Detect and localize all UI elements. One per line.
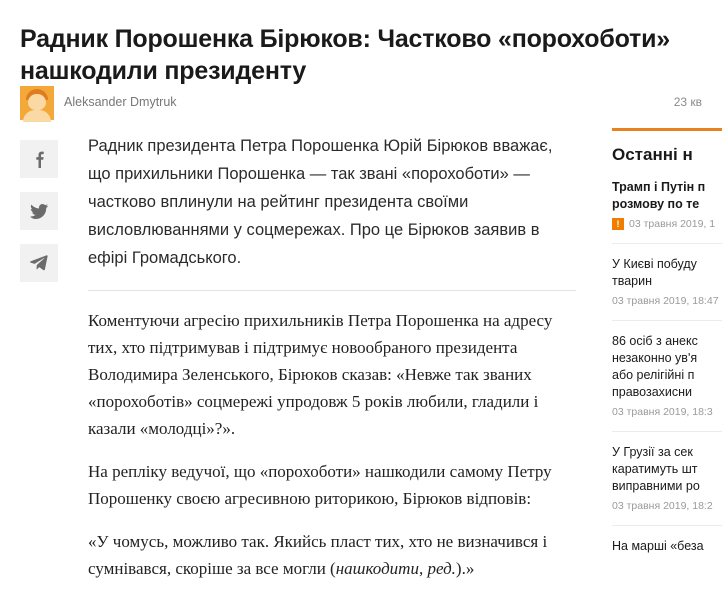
news-date: 03 травня 2019, 18:2	[612, 500, 713, 512]
sidebar-separator	[612, 525, 722, 526]
news-date: 03 травня 2019, 1	[629, 218, 716, 230]
news-title-line: виправними ро	[612, 479, 700, 493]
avatar-body	[23, 110, 51, 122]
sidebar-separator	[612, 431, 722, 432]
list-item[interactable]	[612, 538, 722, 555]
avatar	[20, 86, 54, 120]
news-title-line: незаконно ув'я	[612, 351, 698, 365]
alert-badge-icon: !	[612, 218, 624, 230]
article-paragraph-1: Коментуючи агресію прихильників Петра Порошенка на адресу тих, хто підтримував і підтримує новообраного президента Володимира Зеленського, Бірюков сказав: «Невже так званих «порохоботів» соцмережі упродовж 5 років любили, гладили і казали «молодці»?».	[88, 311, 553, 438]
sidebar-separator	[612, 320, 722, 321]
list-item[interactable]	[612, 179, 722, 230]
news-title-line: Трамп і Путін п	[612, 180, 706, 194]
list-item[interactable]	[612, 444, 722, 512]
news-title-line: 86 осіб з анекс	[612, 334, 698, 348]
article-lead: Радник президента Петра Порошенка Юрій Бірюков вважає, що прихильники Порошенка — так звані «порохоботи» — частково вплинули на рейтинг президента своїми висловлюваннями у соцмережах. Про це Бірюков заявив в ефірі Громадського.	[88, 137, 553, 267]
quote-prefix: «У чомусь, можливо так. Якийсь пласт тих, хто не визначився і сумнівався, скоріше за все могли (	[88, 532, 548, 578]
share-column	[20, 140, 60, 296]
sidebar-accent-line	[612, 128, 722, 131]
news-date: 03 травня 2019, 18:3	[612, 406, 713, 418]
news-title-line: У Грузії за сек	[612, 445, 693, 459]
share-facebook-button[interactable]	[20, 140, 58, 178]
post-date: 23 кв	[673, 95, 702, 109]
quote-suffix: ).»	[455, 559, 475, 578]
news-title-line: каратимуть шт	[612, 462, 698, 476]
sidebar-separator	[612, 243, 722, 244]
latest-news-sidebar	[612, 128, 722, 553]
share-twitter-button[interactable]	[20, 192, 58, 230]
sidebar-title: Останні н	[612, 145, 693, 164]
news-title-line: На марші «беза	[612, 539, 704, 553]
article-body	[88, 132, 576, 598]
quote-italic: нашкодити, ред.	[335, 559, 456, 578]
article-paragraph-2: На репліку ведучої, що «порохоботи» нашкодили самому Петру Порошенку своєю агресивною риторикою, Бірюков відповів:	[88, 462, 552, 508]
news-meta	[612, 218, 722, 230]
avatar-face	[28, 94, 46, 110]
news-title-line: або релігійні п	[612, 368, 695, 382]
share-telegram-button[interactable]	[20, 244, 58, 282]
byline	[20, 86, 702, 130]
news-meta	[612, 500, 722, 512]
news-title-line: У Києві побуду	[612, 257, 697, 271]
list-item[interactable]	[612, 256, 722, 307]
news-title-line: розмову по те	[612, 197, 700, 211]
news-title-line: правозахисни	[612, 385, 693, 399]
telegram-icon	[30, 255, 48, 271]
twitter-icon	[30, 204, 48, 219]
content-divider	[88, 290, 576, 291]
news-meta	[612, 295, 722, 307]
article-quote	[88, 528, 576, 582]
news-meta	[612, 406, 722, 418]
facebook-icon	[35, 150, 44, 168]
news-date: 03 травня 2019, 18:47	[612, 295, 719, 307]
news-title-line: тварин	[612, 274, 653, 288]
list-item[interactable]	[612, 333, 722, 418]
page-title: Радник Порошенка Бірюков: Частково «порохоботи» нашкодили президенту	[20, 24, 670, 85]
author-name[interactable]: Aleksander Dmytruk	[64, 95, 177, 109]
